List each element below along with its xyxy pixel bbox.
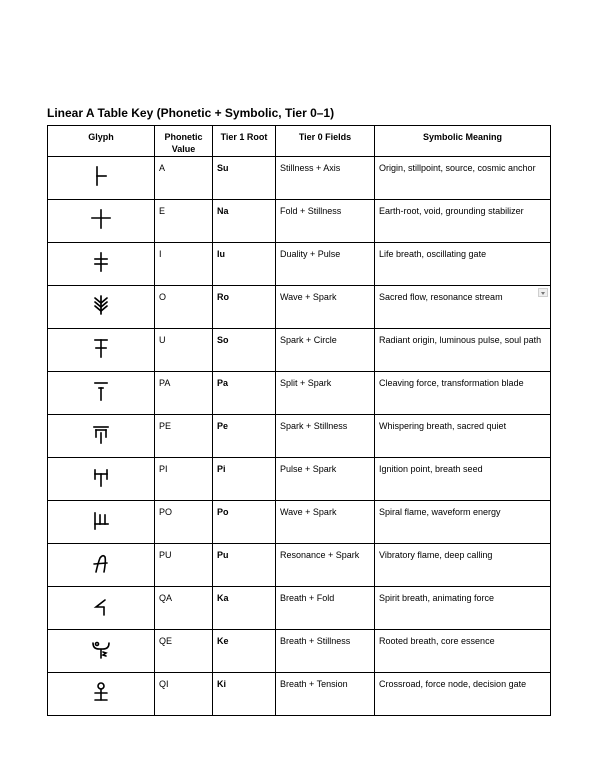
symbolic-meaning: [375, 286, 551, 329]
linear-a-u-icon: [89, 336, 113, 360]
tier1-root: Po: [213, 501, 276, 544]
symbolic-meaning: Spirit breath, animating force: [375, 587, 551, 630]
table-row: [48, 200, 551, 243]
symbolic-meaning: Earth-root, void, grounding stabilizer: [375, 200, 551, 243]
glyph-cell: [48, 329, 155, 372]
tier1-root: Pa: [213, 372, 276, 415]
phonetic-value: QI: [155, 673, 213, 716]
dropdown-arrow-icon[interactable]: [538, 288, 548, 297]
linear-a-qe-icon: [89, 637, 113, 661]
phonetic-value: I: [155, 243, 213, 286]
table-row: [48, 372, 551, 415]
phonetic-value: PI: [155, 458, 213, 501]
tier0-fields: Breath + Stillness: [276, 630, 375, 673]
header-glyph: Glyph: [48, 126, 155, 157]
table-row: [48, 458, 551, 501]
symbolic-meaning: Ignition point, breath seed: [375, 458, 551, 501]
symbolic-meaning: Radiant origin, luminous pulse, soul path: [375, 329, 551, 372]
tier0-fields: Spark + Circle: [276, 329, 375, 372]
linear-a-key-table: [47, 125, 551, 716]
glyph-cell: [48, 157, 155, 200]
table-row: [48, 544, 551, 587]
symbolic-meaning: Vibratory flame, deep calling: [375, 544, 551, 587]
table-row: [48, 157, 551, 200]
glyph-cell: [48, 673, 155, 716]
table-row: [48, 286, 551, 329]
linear-a-pi-icon: [89, 465, 113, 489]
tier1-root: So: [213, 329, 276, 372]
table-row: [48, 415, 551, 458]
tier1-root: Iu: [213, 243, 276, 286]
symbolic-meaning-text: Sacred flow, resonance stream: [379, 292, 503, 302]
glyph-cell: [48, 200, 155, 243]
tier1-root: Pe: [213, 415, 276, 458]
page-title: Linear A Table Key (Phonetic + Symbolic, Tier 0–1): [47, 106, 335, 120]
phonetic-value: QA: [155, 587, 213, 630]
header-meaning: Symbolic Meaning: [375, 126, 551, 157]
phonetic-value: O: [155, 286, 213, 329]
tier0-fields: Wave + Spark: [276, 286, 375, 329]
tier0-fields: Stillness + Axis: [276, 157, 375, 200]
glyph-cell: [48, 501, 155, 544]
linear-a-o-icon: [89, 293, 113, 317]
phonetic-value: E: [155, 200, 213, 243]
table-row: [48, 587, 551, 630]
tier0-fields: Breath + Fold: [276, 587, 375, 630]
symbolic-meaning: Rooted breath, core essence: [375, 630, 551, 673]
phonetic-value: PO: [155, 501, 213, 544]
linear-a-pa-icon: [89, 379, 113, 403]
tier1-root: Pi: [213, 458, 276, 501]
phonetic-value: QE: [155, 630, 213, 673]
tier0-fields: Resonance + Spark: [276, 544, 375, 587]
symbolic-meaning: Cleaving force, transformation blade: [375, 372, 551, 415]
glyph-cell: [48, 372, 155, 415]
tier0-fields: Fold + Stillness: [276, 200, 375, 243]
linear-a-a-icon: [89, 164, 113, 188]
glyph-cell: [48, 286, 155, 329]
tier0-fields: Spark + Stillness: [276, 415, 375, 458]
tier0-fields: Breath + Tension: [276, 673, 375, 716]
table-row: [48, 630, 551, 673]
table-row: [48, 243, 551, 286]
linear-a-po-icon: [89, 508, 113, 532]
linear-a-qi-icon: [89, 680, 113, 704]
phonetic-value: A: [155, 157, 213, 200]
symbolic-meaning: Whispering breath, sacred quiet: [375, 415, 551, 458]
tier1-root: Su: [213, 157, 276, 200]
linear-a-pu-icon: [89, 551, 113, 575]
glyph-cell: [48, 630, 155, 673]
linear-a-qa-icon: [89, 594, 113, 618]
symbolic-meaning: Crossroad, force node, decision gate: [375, 673, 551, 716]
tier1-root: Ka: [213, 587, 276, 630]
glyph-cell: [48, 544, 155, 587]
tier1-root: Ki: [213, 673, 276, 716]
linear-a-i-icon: [89, 250, 113, 274]
tier0-fields: Split + Spark: [276, 372, 375, 415]
tier1-root: Ke: [213, 630, 276, 673]
glyph-cell: [48, 415, 155, 458]
header-phonetic: Phonetic Value: [155, 126, 213, 157]
header-tier0: Tier 0 Fields: [276, 126, 375, 157]
tier1-root: Ro: [213, 286, 276, 329]
linear-a-e-icon: [89, 207, 113, 231]
phonetic-value: PU: [155, 544, 213, 587]
glyph-cell: [48, 587, 155, 630]
glyph-cell: [48, 243, 155, 286]
tier0-fields: Wave + Spark: [276, 501, 375, 544]
linear-a-pe-icon: [89, 422, 113, 446]
header-tier1: Tier 1 Root: [213, 126, 276, 157]
phonetic-value: PE: [155, 415, 213, 458]
tier0-fields: Pulse + Spark: [276, 458, 375, 501]
table-row: [48, 329, 551, 372]
phonetic-value: U: [155, 329, 213, 372]
symbolic-meaning: Spiral flame, waveform energy: [375, 501, 551, 544]
phonetic-value: PA: [155, 372, 213, 415]
symbolic-meaning: Life breath, oscillating gate: [375, 243, 551, 286]
tier1-root: Pu: [213, 544, 276, 587]
header-row: [48, 126, 551, 157]
tier1-root: Na: [213, 200, 276, 243]
glyph-cell: [48, 458, 155, 501]
table-row: [48, 673, 551, 716]
table-row: [48, 501, 551, 544]
tier0-fields: Duality + Pulse: [276, 243, 375, 286]
symbolic-meaning: Origin, stillpoint, source, cosmic anchor: [375, 157, 551, 200]
